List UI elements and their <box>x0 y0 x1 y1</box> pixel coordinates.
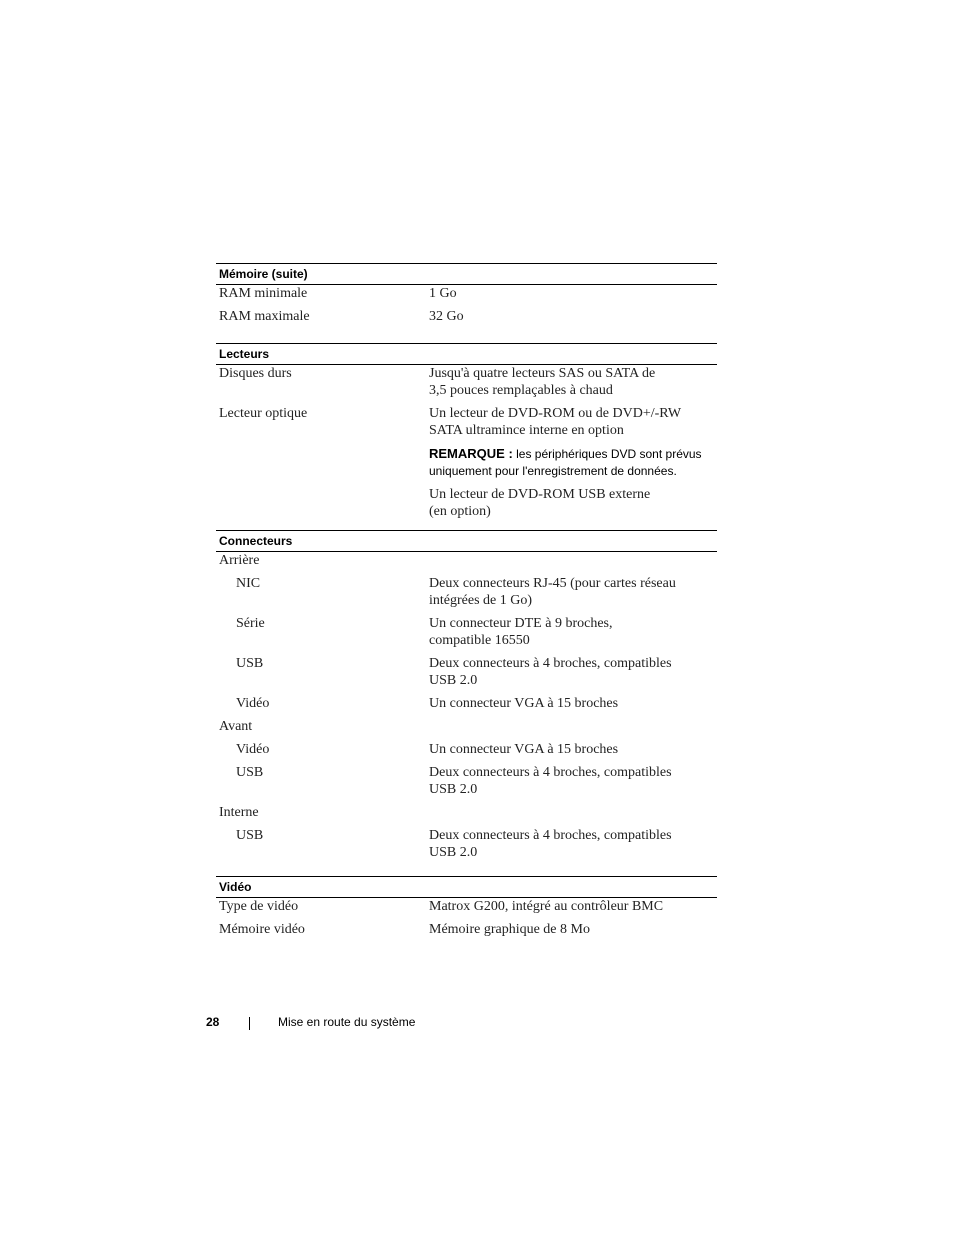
value-line: 3,5 pouces remplaçables à chaud <box>429 383 613 398</box>
page-number: 28 <box>206 1015 220 1029</box>
value-line: Un connecteur DTE à 9 broches, <box>429 616 613 631</box>
spec-value: Mémoire graphique de 8 Mo <box>429 922 590 937</box>
value-line: Jusqu'à quatre lecteurs SAS ou SATA de <box>429 366 656 381</box>
value-line: Deux connecteurs RJ-45 (pour cartes réseau <box>429 576 676 591</box>
spec-label: RAM minimale <box>219 286 308 301</box>
spec-row-front-usb <box>216 764 717 798</box>
value-line: (en option) <box>429 504 491 519</box>
spec-label: Vidéo <box>236 696 270 711</box>
spec-row-internal-usb <box>216 827 717 861</box>
spec-value: 1 Go <box>429 286 457 301</box>
spec-value <box>429 365 717 399</box>
spec-value <box>429 655 717 689</box>
spec-table <box>216 263 717 938</box>
spec-label: Disques durs <box>219 366 292 381</box>
spec-row-rear-video <box>216 695 717 712</box>
spec-value: Un connecteur VGA à 15 broches <box>429 742 619 757</box>
spec-value: 32 Go <box>429 309 464 324</box>
spec-row-front-video <box>216 741 717 758</box>
note-text: uniquement pour l'enregistrement de données. <box>429 464 677 478</box>
value-line: Un lecteur de DVD-ROM ou de DVD+/-RW <box>429 406 682 421</box>
spec-row-ram-max <box>216 308 717 325</box>
value-line: Deux connecteurs à 4 broches, compatibles <box>429 656 672 671</box>
group-label: Arrière <box>219 553 260 568</box>
section-header-video: Vidéo <box>216 876 717 898</box>
spec-group-rear <box>216 552 717 569</box>
value-line: USB 2.0 <box>429 845 478 860</box>
spec-value <box>429 764 717 798</box>
spec-value: Un connecteur VGA à 15 broches <box>429 696 619 711</box>
note-text: les périphériques DVD sont prévus <box>512 447 702 461</box>
spec-label: Type de vidéo <box>219 899 299 914</box>
spec-label: USB <box>236 765 264 780</box>
spec-row-rear-usb <box>216 655 717 689</box>
spec-row-video-memory <box>216 921 717 938</box>
spec-label: Vidéo <box>236 742 270 757</box>
spec-label: Lecteur optique <box>219 406 308 421</box>
spec-label: Mémoire vidéo <box>219 922 305 937</box>
value-line: USB 2.0 <box>429 782 478 797</box>
note-block <box>429 445 717 480</box>
section-header-memory: Mémoire (suite) <box>216 263 717 285</box>
footer-title: Mise en route du système <box>278 1015 416 1029</box>
spec-row-optical <box>216 405 717 520</box>
spec-value <box>429 827 717 861</box>
value-line: Un lecteur de DVD-ROM USB externe <box>429 487 651 502</box>
spec-row-hdd <box>216 365 717 399</box>
spec-label: Série <box>236 616 265 631</box>
note-label: REMARQUE : <box>429 446 513 461</box>
spec-value <box>429 575 717 609</box>
spec-label: USB <box>236 828 264 843</box>
value-line: intégrées de 1 Go) <box>429 593 533 608</box>
spec-label: RAM maximale <box>219 309 310 324</box>
spec-label: USB <box>236 656 264 671</box>
value-line: Deux connecteurs à 4 broches, compatibles <box>429 765 672 780</box>
section-header-connectors: Connecteurs <box>216 530 717 552</box>
spec-value: Matrox G200, intégré au contrôleur BMC <box>429 899 664 914</box>
spec-row-video-type <box>216 898 717 915</box>
group-label: Interne <box>219 805 259 820</box>
spec-group-internal <box>216 804 717 821</box>
value-line: SATA ultramince interne en option <box>429 423 624 438</box>
spec-group-front <box>216 718 717 735</box>
spec-row-ram-min <box>216 285 717 302</box>
spec-value <box>429 615 717 649</box>
value-line: USB 2.0 <box>429 673 478 688</box>
spec-label: NIC <box>236 576 261 591</box>
spec-value <box>429 405 717 520</box>
value-line: Deux connecteurs à 4 broches, compatibles <box>429 828 672 843</box>
spec-row-serial <box>216 615 717 649</box>
spec-row-nic <box>216 575 717 609</box>
footer-divider <box>249 1017 250 1030</box>
group-label: Avant <box>219 719 253 734</box>
value-line: compatible 16550 <box>429 633 530 648</box>
section-header-drives: Lecteurs <box>216 343 717 365</box>
